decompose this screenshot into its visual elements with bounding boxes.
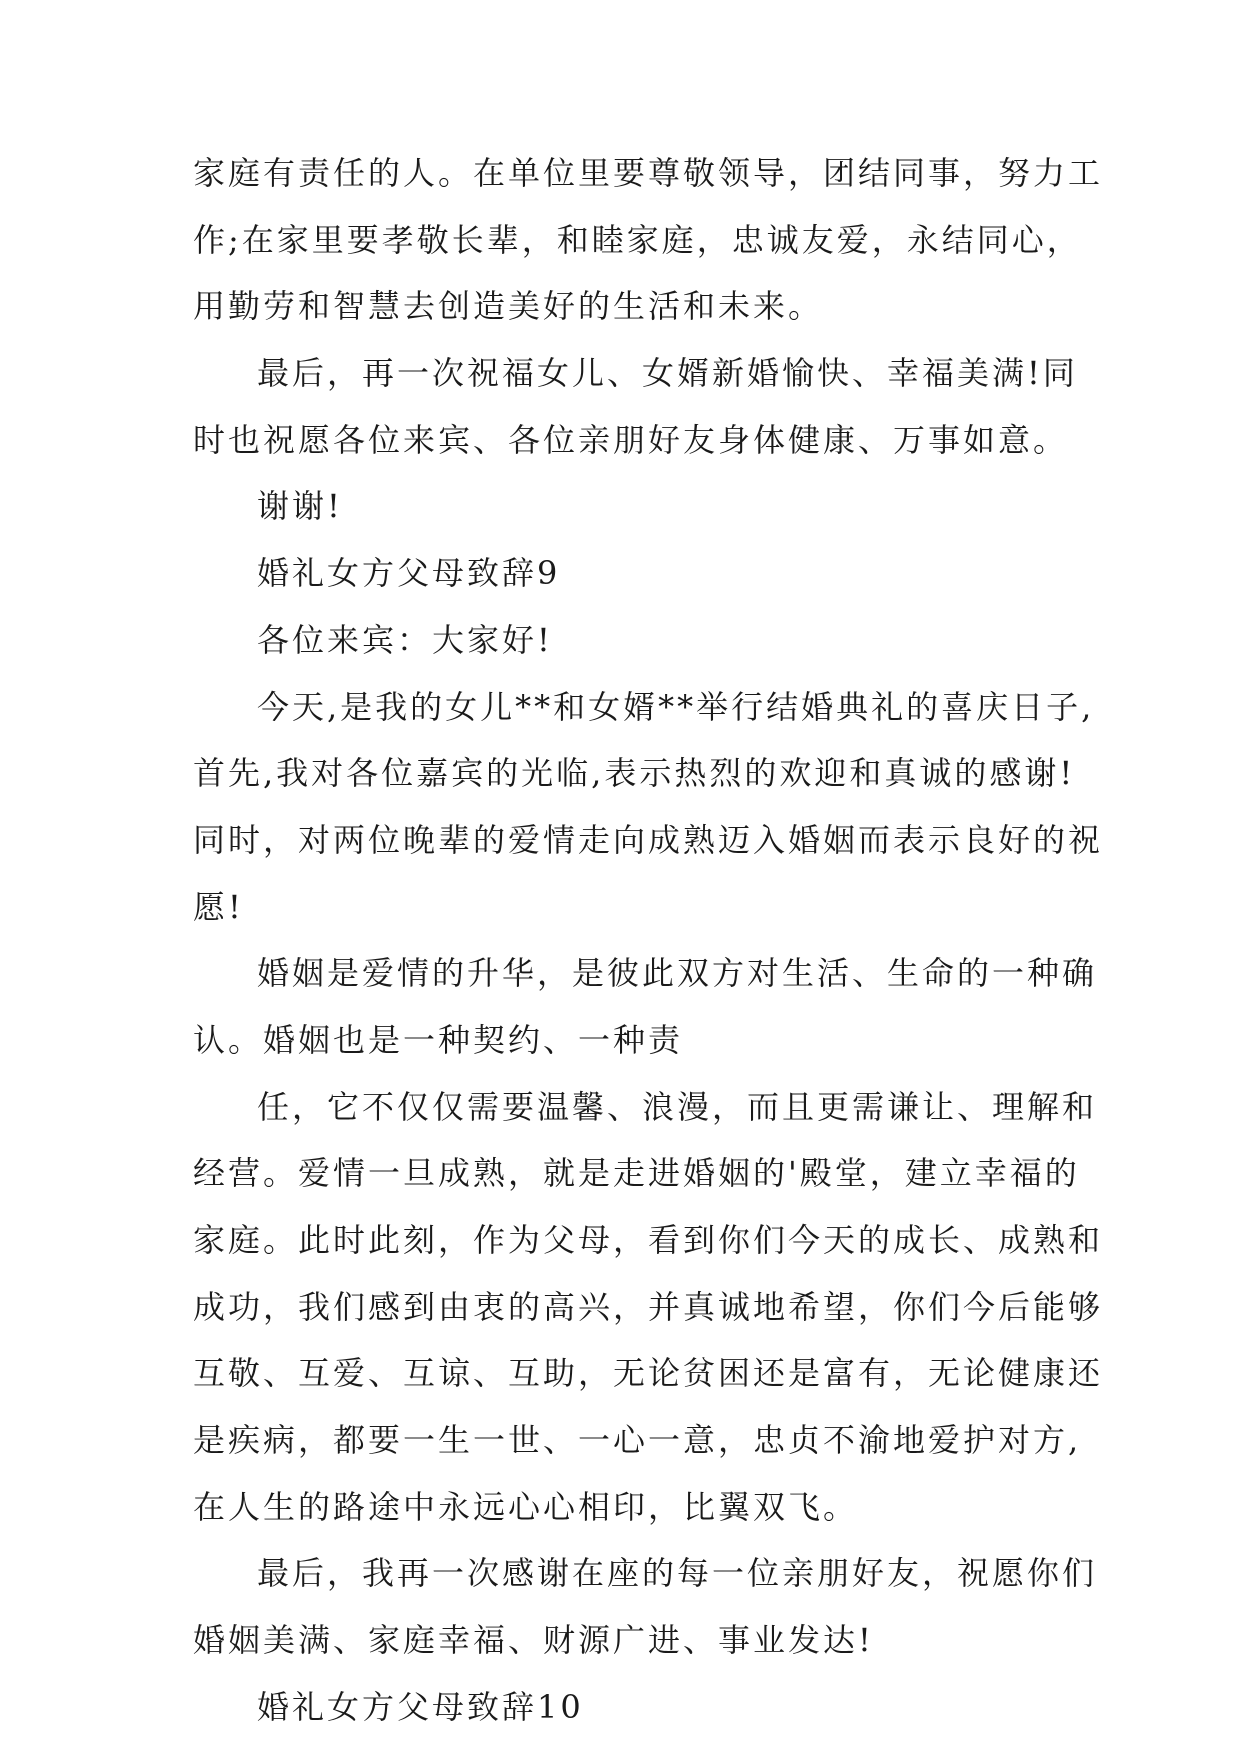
text-line: 是疾病，都要一生一世、一心一意，忠贞不渝地爱护对方, xyxy=(193,1421,1082,1460)
text-line: 最后，再一次祝福女儿、女婿新婚愉快、幸福美满!同 xyxy=(257,354,1078,393)
text-line: 婚姻是爱情的升华，是彼此双方对生活、生命的一种确 xyxy=(257,954,1098,993)
text-line: 同时，对两位晚辈的爱情走向成熟迈入婚姻而表示良好的祝 xyxy=(193,820,1104,859)
heading-line: 婚礼女方父母致辞10 xyxy=(257,1687,584,1726)
paragraph-6 xyxy=(193,674,1104,941)
section-heading-10 xyxy=(193,1674,1063,1741)
text-line: 最后，我再一次感谢在座的每一位亲朋好友，祝愿你们 xyxy=(257,1554,1098,1593)
text-line: 任，它不仅仅需要温馨、浪漫，而且更需谦让、理解和 xyxy=(257,1087,1098,1126)
text-line: 互敬、互爱、互谅、互助，无论贫困还是富有，无论健康还 xyxy=(193,1354,1104,1393)
text-line: 认。婚姻也是一种契约、一种责 xyxy=(193,1020,684,1059)
text-line: 家庭有责任的人。在单位里要尊敬领导，团结同事，努力工 xyxy=(193,154,1104,192)
text-line: 愿! xyxy=(193,887,244,926)
paragraph-2 xyxy=(193,340,1078,473)
paragraph-8 xyxy=(193,1074,1104,1541)
text-line: 时也祝愿各位来宾、各位亲朋好友身体健康、万事如意。 xyxy=(193,420,1069,459)
text-line: 成功，我们感到由衷的高兴，并真诚地希望，你们今后能够 xyxy=(193,1287,1104,1326)
paragraph-1 xyxy=(193,140,1104,340)
body-text xyxy=(193,140,1104,1741)
text-line: 经营。爱情一旦成熟，就是走进婚姻的'殿堂，建立幸福的 xyxy=(193,1154,1080,1193)
text-line: 婚姻美满、家庭幸福、财源广进、事业发达! xyxy=(193,1621,874,1660)
heading-line: 婚礼女方父母致辞9 xyxy=(257,554,561,593)
text-line: 今天,是我的女儿**和女婿**举行结婚典礼的喜庆日子, xyxy=(257,687,1095,726)
text-line: 谢谢! xyxy=(257,487,343,526)
text-line: 在人生的路途中永远心心相印，比翼双飞。 xyxy=(193,1487,859,1526)
section-heading-9 xyxy=(193,540,1063,607)
paragraph-3 xyxy=(193,473,1063,540)
text-line: 作;在家里要孝敬长辈，和睦家庭，忠诚友爱，永结同心， xyxy=(193,220,1082,259)
paragraph-9 xyxy=(193,1540,1098,1673)
text-line: 家庭。此时此刻，作为父母，看到你们今天的成长、成熟和 xyxy=(193,1221,1104,1259)
paragraph-7 xyxy=(193,940,1098,1073)
text-line: 用勤劳和智慧去创造美好的生活和未来。 xyxy=(193,287,824,326)
greeting xyxy=(193,607,1063,674)
text-line: 各位来宾：大家好! xyxy=(257,620,553,659)
text-line: 首先,我对各位嘉宾的光临,表示热烈的欢迎和真诚的感谢! xyxy=(193,754,1076,793)
